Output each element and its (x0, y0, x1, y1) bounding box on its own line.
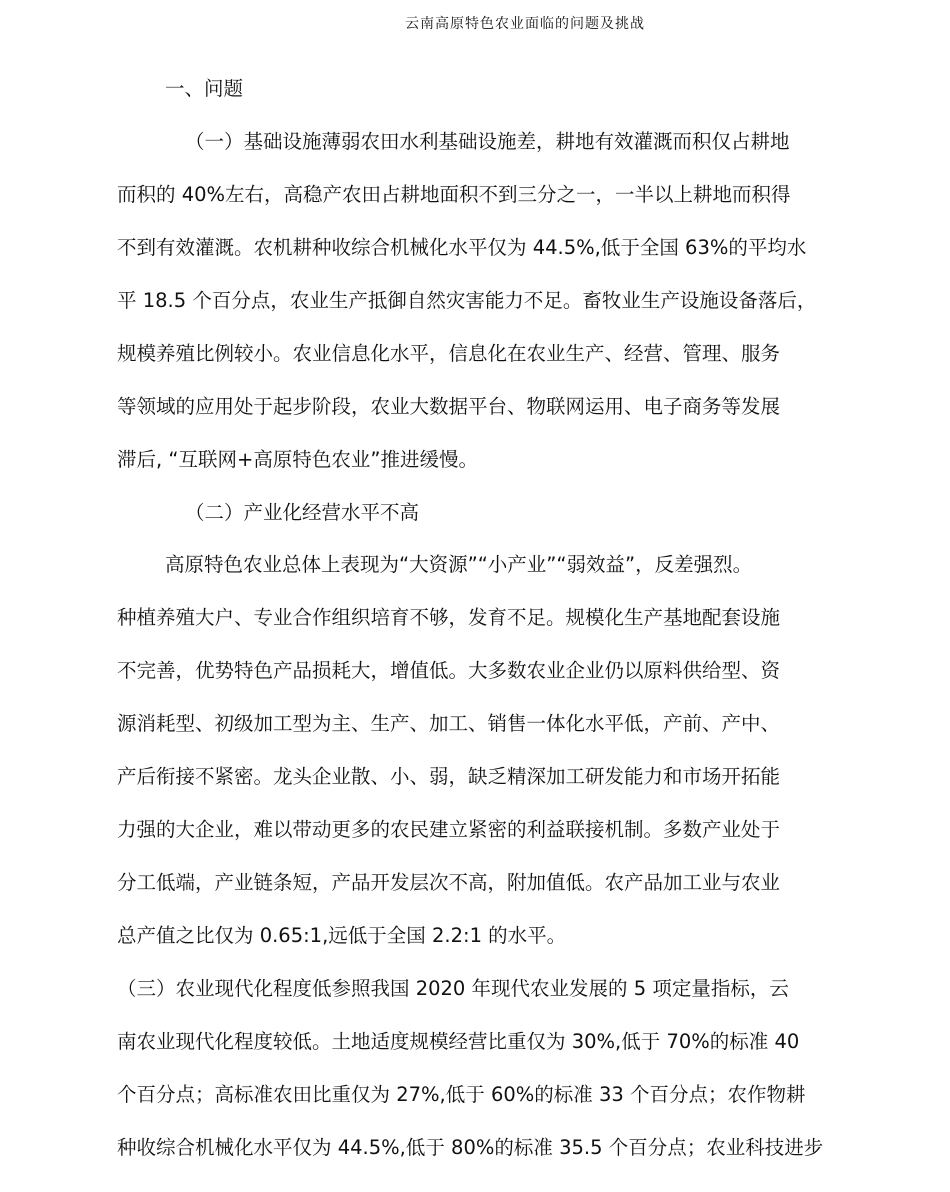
document-title: 云南高原特色农业面临的问题及挑战 (405, 16, 645, 32)
paragraph-line: 高原特色农业总体上表现为“大资源”“小产业”“弱效益”，反差强烈。 (165, 553, 753, 576)
paragraph-line: 等领域的应用处于起步阶段，农业大数据平台、物联网运用、电子商务等发展 (117, 395, 781, 418)
paragraph-line: 产后衔接不紧密。龙头企业散、小、弱，缺乏精深加工研发能力和市场开拓能 (117, 765, 781, 788)
paragraph-line: 总产值之比仅为 0.65:1,远低于全国 2.2:1 的水平。 (117, 924, 567, 947)
paragraph-line: 而积的 40%左右，高稳产农田占耕地面积不到三分之一，一半以上耕地而积得 (117, 183, 791, 206)
subsection-heading: （一）基础设施薄弱农田水利基础设施差，耕地有效灌溉而积仅占耕地 (185, 130, 790, 153)
paragraph-line: 源消耗型、初级加工型为主、生产、加工、销售一体化水平低，产前、产中、 (117, 712, 781, 735)
subsection-heading: （二）产业化经营水平不高 (185, 501, 420, 524)
paragraph-line: 不完善，优势特色产品损耗大，增值低。大多数农业企业仍以原料供给型、资 (117, 659, 781, 682)
paragraph-line: 南农业现代化程度较低。土地适度规模经营比重仅为 30%,低于 70%的标准 40 (117, 1030, 800, 1053)
paragraph-line: 种植养殖大户、专业合作组织培育不够，发育不足。规模化生产基地配套设施 (117, 606, 781, 629)
paragraph-line: 分工低端，产业链条短，产品开发层次不高，附加值低。农产品加工业与农业 (117, 871, 781, 894)
paragraph-line: 力强的大企业，难以带动更多的农民建立紧密的利益联接机制。多数产业处于 (117, 818, 781, 841)
subsection-heading: （三）农业现代化程度低参照我国 2020 年现代农业发展的 5 项定量指标，云 (117, 977, 789, 1000)
paragraph-line: 滞后, “互联网+高原特色农业”推进缓慢。 (117, 448, 478, 471)
section-heading: 一、问题 (165, 77, 244, 100)
paragraph-line: 个百分点；高标准农田比重仅为 27%,低于 60%的标准 33 个百分点；农作物耕 (117, 1083, 806, 1106)
paragraph-line: 不到有效灌溉。农机耕种收综合机械化水平仅为 44.5%,低于全国 63%的平均水 (117, 236, 807, 259)
paragraph-line: 规模养殖比例较小。农业信息化水平，信息化在农业生产、经营、管理、服务 (117, 342, 781, 365)
paragraph-line: 平 18.5 个百分点，农业生产抵御自然灾害能力不足。畜牧业生产设施设备落后， (117, 289, 817, 312)
paragraph-line: 种收综合机械化水平仅为 44.5%,低于 80%的标准 35.5 个百分点；农业科技进步 (117, 1136, 824, 1159)
